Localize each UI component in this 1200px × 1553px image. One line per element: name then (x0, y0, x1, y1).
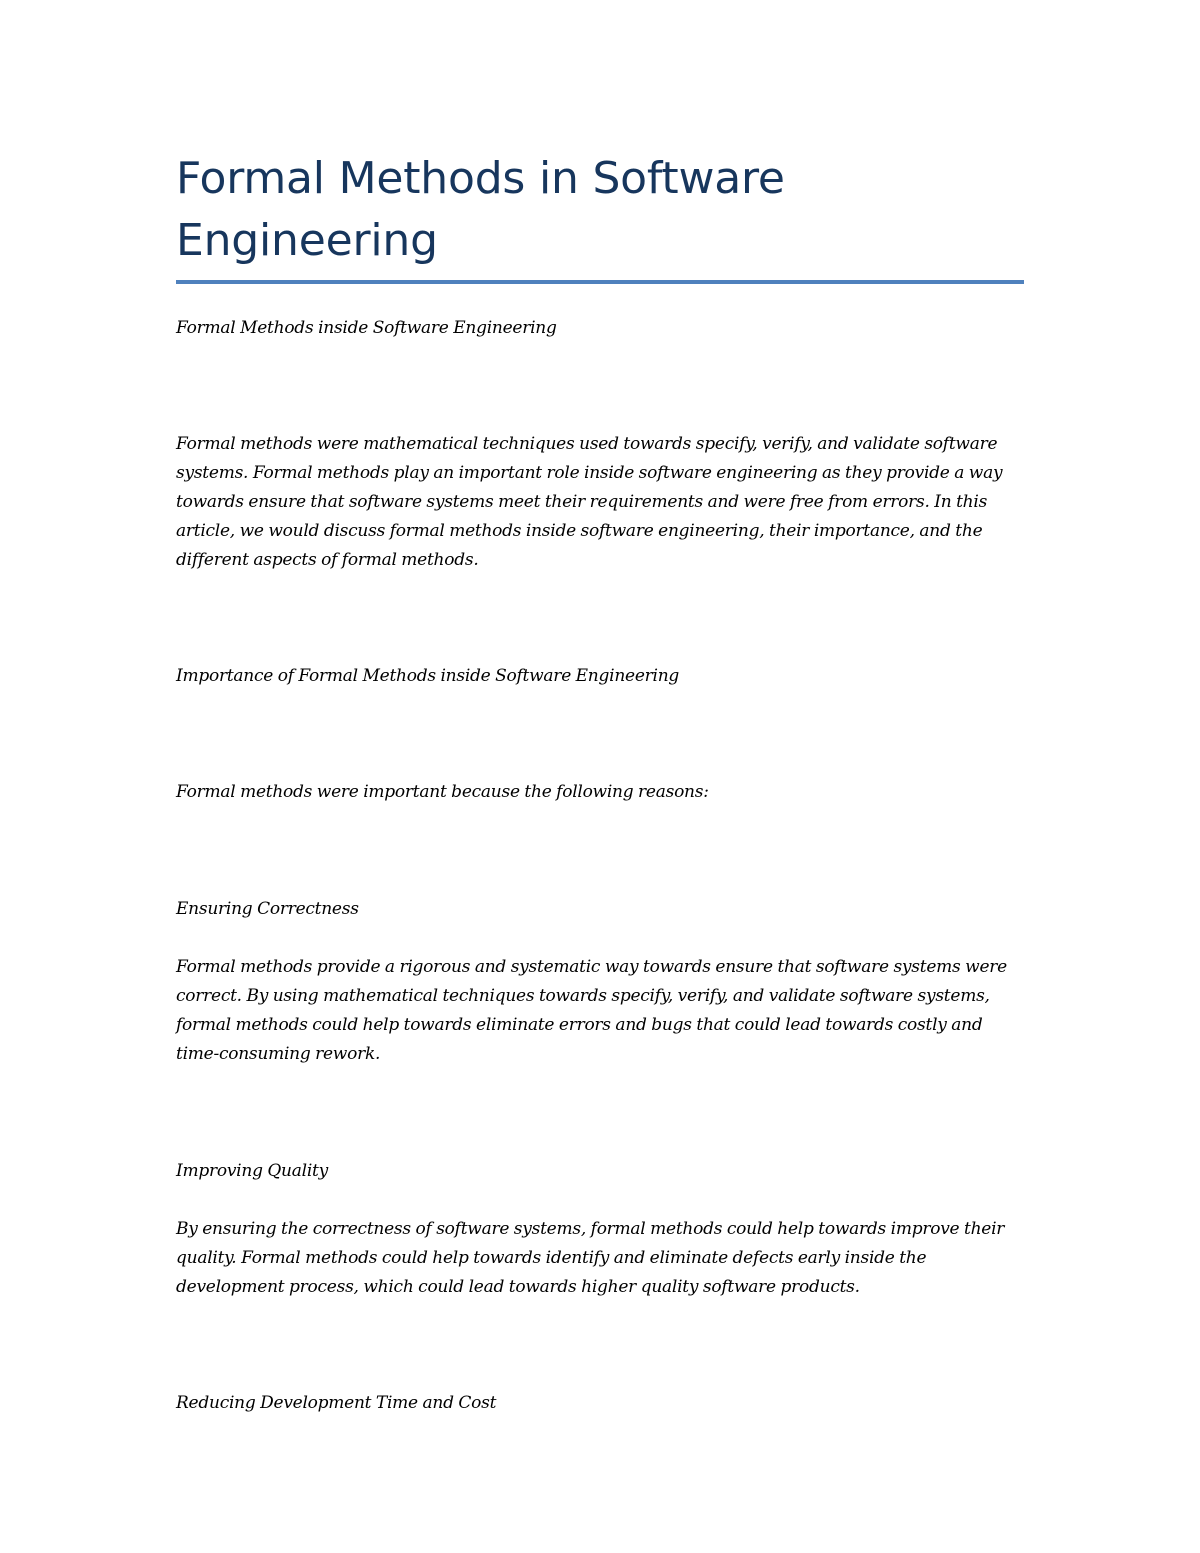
document-title: Formal Methods in Software Engineering (176, 153, 785, 266)
quality-paragraph: By ensuring the correctness of software systems, formal methods could help towards improve their quality. Formal methods could help towards identify and eliminate defects early inside the development process, which could lead towards higher quality software products. (176, 1219, 1005, 1297)
subtitle-paragraph: Formal Methods inside Software Engineering (176, 318, 557, 338)
section-heading-time-cost: Reducing Development Time and Cost (176, 1393, 497, 1413)
correctness-paragraph: Formal methods provide a rigorous and systematic way towards ensure that software systems were correct. By using mathematical techniques towards specify, verify, and validate software systems, formal methods could help towards eliminate errors and bugs that could lead towards costly and time-consuming rework. (176, 957, 1007, 1064)
reasons-intro-paragraph: Formal methods were important because the following reasons: (176, 782, 709, 802)
section-heading-quality: Improving Quality (176, 1161, 328, 1181)
intro-paragraph: Formal methods were mathematical techniques used towards specify, verify, and validate software systems. Formal methods play an important role inside software engineering as they provide a way towards ensure that software systems meet their requirements and were free from errors. In this article, we would discuss formal methods inside software engineering, their importance, and the different aspects of formal methods. (176, 434, 1003, 570)
title-underline (176, 280, 1024, 284)
section-heading-importance: Importance of Formal Methods inside Software Engineering (176, 666, 680, 686)
document-content (176, 148, 1024, 1418)
section-heading-correctness: Ensuring Correctness (176, 899, 359, 919)
